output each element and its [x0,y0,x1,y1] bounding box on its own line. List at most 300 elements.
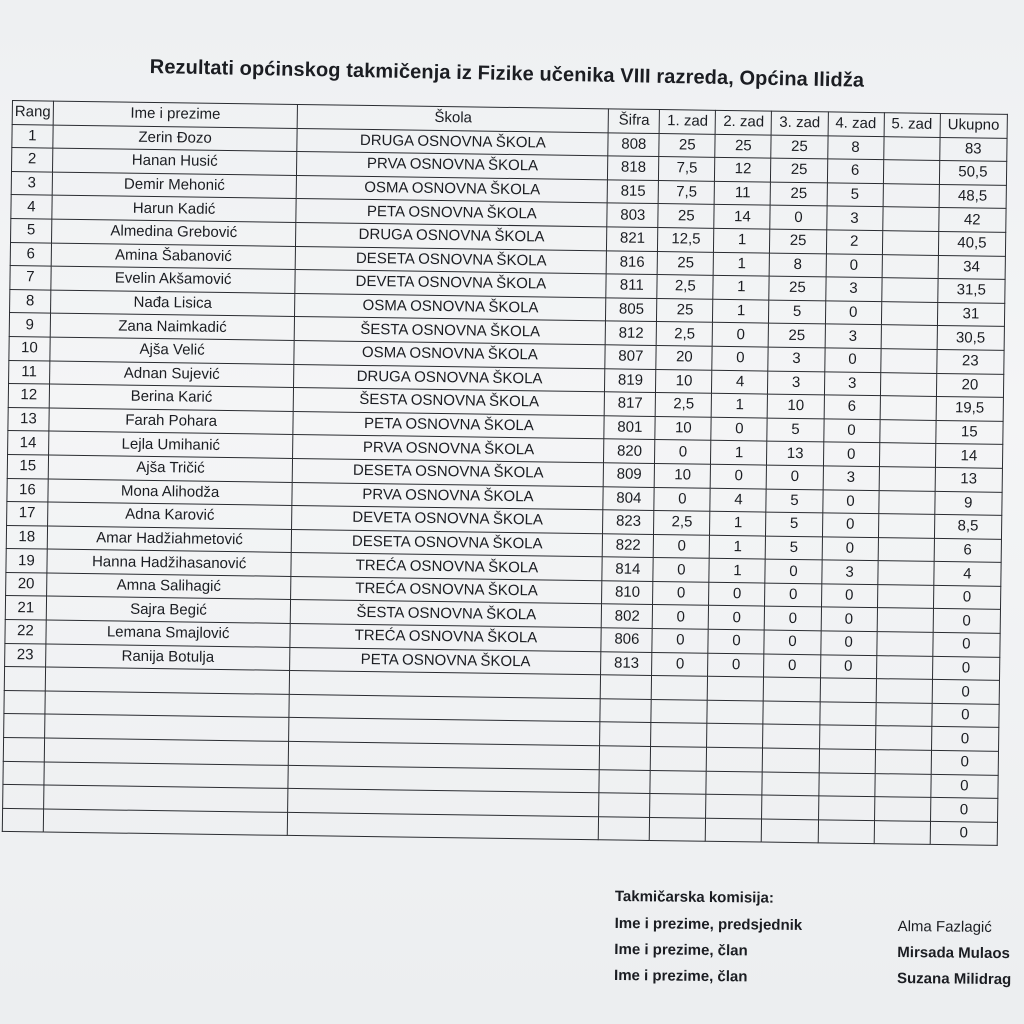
cell-task-1: 25 [658,204,714,228]
cell-task-4: 0 [822,489,878,513]
cell-task-2: 14 [714,205,770,229]
cell-total: 0 [931,727,999,752]
cell-task-3: 3 [768,371,824,395]
cell-school: ŠESTA OSNOVNA ŠKOLA [295,317,606,345]
cell-name: Evelin Akšamović [51,266,296,293]
cell-task-2: 1 [709,559,765,583]
cell-task-5 [878,537,934,561]
cell-code: 817 [605,392,656,416]
cell-task-5 [877,561,933,585]
cell-task-4: 6 [827,159,883,183]
cell-task-3: 0 [765,607,821,631]
cell-rank: 1 [12,124,53,148]
cell-rank: 23 [5,643,46,667]
cell-school: DRUGA OSNOVNA ŠKOLA [296,222,607,250]
header-total: Ukupno [940,113,1008,138]
cell-school [288,812,599,840]
commission-member-name: Suzana Milidrag [896,969,1012,989]
cell-task-4 [819,749,875,773]
cell-task-5 [875,702,931,726]
cell-task-1: 7,5 [659,157,715,181]
cell-task-2: 12 [715,158,771,182]
cell-school: DESETA OSNOVNA ŠKOLA [293,458,604,486]
cell-rank: 21 [5,596,46,620]
results-table-container [2,100,1008,846]
commission-block [614,888,1024,997]
cell-task-5 [881,278,937,302]
cell-task-2: 1 [714,228,770,252]
cell-total: 0 [932,680,1000,705]
commission-role: Ime i prezime, član [614,940,748,960]
cell-task-3: 5 [769,300,825,324]
cell-total: 4 [933,562,1001,587]
cell-task-2: 1 [714,252,770,276]
cell-school: PETA OSNOVNA ŠKOLA [296,199,607,227]
cell-name: Ranija Botulja [45,644,290,671]
cell-task-2: 1 [711,441,767,465]
cell-task-5 [882,207,938,231]
cell-task-2: 0 [709,606,765,630]
cell-school: TREĆA OSNOVNA ŠKOLA [290,624,601,652]
cell-name [44,714,289,741]
cell-task-2 [706,771,762,795]
cell-name: Amar Hadžiahmetović [47,526,292,553]
cell-total: 83 [939,137,1007,162]
cell-total: 0 [933,609,1001,634]
cell-task-1: 2,5 [654,511,710,535]
cell-name: Lemana Smajlović [46,620,291,647]
cell-task-3: 5 [766,489,822,513]
cell-name: Adnan Sujević [49,361,294,388]
header-code: Šifra [608,109,659,133]
cell-total: 0 [931,774,999,799]
cell-code: 812 [606,321,657,345]
cell-task-4: 0 [822,513,878,537]
cell-task-3: 25 [770,229,826,253]
cell-task-3: 13 [767,441,823,465]
cell-task-3: 0 [764,630,820,654]
cell-name: Farah Pohara [49,408,294,435]
cell-rank: 14 [8,431,49,455]
cell-task-2: 0 [708,653,764,677]
cell-task-2 [706,794,762,818]
cell-task-2: 25 [715,134,771,158]
cell-total: 13 [935,467,1003,492]
cell-task-2 [706,818,762,842]
cell-school: ŠESTA OSNOVNA ŠKOLA [294,388,605,416]
cell-name: Zerin Đozo [53,125,298,152]
cell-rank: 19 [6,549,47,573]
cell-name: Ajša Tričić [48,455,293,482]
cell-task-1: 25 [657,251,713,275]
cell-name: Amna Salihagić [46,573,291,600]
cell-name: Amina Šabanović [51,243,296,270]
cell-rank: 6 [10,242,51,266]
cell-task-4: 3 [825,324,881,348]
results-table [2,100,1008,846]
cell-task-2: 1 [713,299,769,323]
cell-task-3 [762,819,818,843]
cell-task-1 [650,817,706,841]
cell-rank: 12 [8,384,49,408]
cell-task-3 [762,795,818,819]
cell-task-4: 0 [826,253,882,277]
cell-total: 0 [930,798,998,823]
cell-task-4 [818,796,874,820]
cell-code [599,793,650,817]
cell-task-2: 0 [711,464,767,488]
cell-task-3: 5 [766,512,822,536]
cell-school: PRVA OSNOVNA ŠKOLA [292,482,603,510]
cell-code [600,699,651,723]
cell-task-1 [650,794,706,818]
cell-total: 34 [938,255,1006,280]
cell-code: 809 [604,463,655,487]
cell-code: 815 [607,180,658,204]
cell-task-4: 0 [821,584,877,608]
cell-task-5 [878,490,934,514]
cell-task-1: 7,5 [658,180,714,204]
cell-task-2: 1 [713,275,769,299]
cell-task-5 [874,773,930,797]
header-task-5: 5. zad [884,113,940,137]
cell-rank: 2 [12,148,53,172]
cell-task-5 [874,797,930,821]
cell-total: 48,5 [939,184,1007,209]
cell-rank [4,714,45,738]
cell-task-3: 3 [768,347,824,371]
cell-task-3: 25 [771,158,827,182]
cell-code: 820 [604,439,655,463]
cell-task-1: 25 [657,298,713,322]
cell-school: OSMA OSNOVNA ŠKOLA [295,293,606,321]
cell-name: Zana Naimkadić [50,313,295,340]
cell-task-5 [879,443,935,467]
cell-code: 806 [601,628,652,652]
cell-task-4: 3 [823,466,879,490]
cell-task-1 [651,723,707,747]
cell-task-2: 0 [708,629,764,653]
cell-task-2: 1 [710,535,766,559]
cell-code: 818 [608,156,659,180]
cell-school: DEVETA OSNOVNA ŠKOLA [292,506,603,534]
cell-code [600,722,651,746]
commission-member-name: Mirsada Mulaos [897,943,1010,963]
cell-rank [2,808,43,832]
cell-school: PETA OSNOVNA ŠKOLA [290,647,601,675]
cell-rank: 22 [5,620,46,644]
cell-task-2: 4 [710,488,766,512]
cell-task-3 [763,724,819,748]
cell-code: 807 [605,345,656,369]
cell-school: PRVA OSNOVNA ŠKOLA [297,152,608,180]
cell-rank: 20 [6,572,47,596]
cell-task-3: 0 [770,205,826,229]
cell-task-2 [707,747,763,771]
cell-rank [3,737,44,761]
cell-code: 810 [602,581,653,605]
cell-task-5 [876,632,932,656]
cell-task-2: 1 [710,511,766,535]
cell-name: Mona Alihodža [48,479,293,506]
cell-task-2: 11 [715,181,771,205]
cell-task-4: 3 [825,277,881,301]
cell-name [44,762,289,789]
cell-task-4 [820,678,876,702]
cell-total: 14 [935,444,1003,469]
cell-task-1: 10 [656,369,712,393]
cell-task-4: 8 [827,135,883,159]
cell-task-4 [819,725,875,749]
cell-task-1 [651,747,707,771]
results-table-body [2,124,1007,846]
cell-school: DRUGA OSNOVNA ŠKOLA [294,364,605,392]
cell-task-4: 2 [826,230,882,254]
cell-task-5 [883,136,939,160]
cell-name [44,738,289,765]
cell-task-2: 0 [712,346,768,370]
cell-total: 6 [934,538,1002,563]
cell-task-3: 0 [767,465,823,489]
header-name: Ime i prezime [53,101,298,128]
cell-task-1: 0 [653,581,709,605]
cell-rank: 7 [10,266,51,290]
cell-total: 40,5 [938,231,1006,256]
cell-rank [4,690,45,714]
cell-name: Sajra Begić [46,596,291,623]
cell-task-1: 20 [656,345,712,369]
cell-code [599,817,650,841]
cell-code: 804 [603,486,654,510]
cell-task-5 [881,301,937,325]
cell-total: 20 [936,373,1004,398]
cell-name: Harun Kadić [52,195,297,222]
cell-name [45,691,290,718]
cell-school: PRVA OSNOVNA ŠKOLA [293,435,604,463]
cell-task-2: 1 [712,393,768,417]
cell-name: Hanna Hadžihasanović [47,549,292,576]
cell-code: 823 [603,510,654,534]
cell-task-1: 0 [652,629,708,653]
cell-code [601,675,652,699]
cell-code: 821 [607,227,658,251]
cell-total: 0 [932,656,1000,681]
cell-task-1: 25 [659,133,715,157]
cell-task-5 [880,372,936,396]
cell-rank: 17 [7,502,48,526]
header-task-3: 3. zad [772,111,828,135]
cell-task-1: 10 [655,463,711,487]
cell-rank: 13 [8,407,49,431]
cell-rank: 15 [7,454,48,478]
cell-code: 803 [607,203,658,227]
cell-rank [3,785,44,809]
cell-task-1 [651,699,707,723]
cell-task-1: 0 [652,652,708,676]
cell-name: Ajša Velić [50,337,295,364]
cell-task-4: 0 [823,419,879,443]
cell-task-2: 0 [713,323,769,347]
commission-title: Takmičarska komisija: [614,888,774,907]
cell-task-3: 25 [769,276,825,300]
cell-task-3: 5 [767,418,823,442]
cell-task-4: 3 [824,371,880,395]
cell-task-1: 10 [655,416,711,440]
cell-school: TREĆA OSNOVNA ŠKOLA [291,576,602,604]
cell-task-5 [883,183,939,207]
cell-task-5 [877,585,933,609]
cell-total: 31 [937,302,1005,327]
cell-task-3 [763,701,819,725]
header-task-1: 1. zad [659,110,715,134]
cell-task-3 [762,772,818,796]
cell-total: 0 [931,750,999,775]
header-task-4: 4. zad [828,112,884,136]
cell-task-1: 0 [654,534,710,558]
cell-task-3: 10 [768,394,824,418]
cell-task-2 [707,700,763,724]
cell-rank: 18 [6,525,47,549]
cell-task-2 [707,724,763,748]
cell-task-2: 0 [709,582,765,606]
cell-rank: 10 [9,336,50,360]
cell-task-4: 0 [822,537,878,561]
cell-code [600,746,651,770]
cell-school: PETA OSNOVNA ŠKOLA [293,411,604,439]
cell-task-3 [764,677,820,701]
cell-code: 813 [601,651,652,675]
document-title: Rezultati općinskog takmičenja iz Fizike učenika VIII razreda, Općina Ilidža [149,56,865,92]
cell-task-5 [878,514,934,538]
cell-name: Adna Karović [47,502,292,529]
cell-task-1: 2,5 [655,393,711,417]
cell-task-1: 0 [654,487,710,511]
commission-member-name: Alma Fazlagić [897,917,992,936]
cell-task-3: 0 [764,654,820,678]
cell-task-4: 0 [820,654,876,678]
cell-total: 9 [934,491,1002,516]
cell-task-4 [819,702,875,726]
cell-task-1: 0 [655,440,711,464]
cell-rank: 3 [11,171,52,195]
cell-task-5 [882,231,938,255]
cell-name: Hanan Husić [52,148,297,175]
cell-task-5 [876,655,932,679]
commission-role: Ime i prezime, član [613,966,748,986]
cell-task-5 [883,160,939,184]
cell-task-5 [880,349,936,373]
cell-total: 50,5 [939,161,1007,186]
cell-name: Almedina Grebović [51,219,296,246]
cell-code: 814 [602,557,653,581]
cell-total: 42 [938,208,1006,233]
cell-task-3: 5 [766,536,822,560]
cell-total: 0 [931,703,999,728]
cell-task-5 [880,396,936,420]
cell-rank [3,761,44,785]
cell-name [45,667,290,694]
cell-rank: 9 [9,313,50,337]
cell-task-4 [818,772,874,796]
cell-task-1: 12,5 [658,228,714,252]
cell-rank: 16 [7,478,48,502]
cell-task-5 [875,726,931,750]
cell-code: 822 [603,533,654,557]
cell-total: 0 [930,821,998,846]
cell-rank [4,667,45,691]
cell-rank: 4 [11,195,52,219]
cell-task-1: 2,5 [656,322,712,346]
commission-role: Ime i prezime, predsjednik [614,914,803,934]
cell-task-4: 0 [820,631,876,655]
cell-rank: 5 [11,218,52,242]
cell-task-5 [881,325,937,349]
cell-task-4: 3 [826,206,882,230]
cell-rank: 11 [9,360,50,384]
header-school: Škola [298,104,609,132]
cell-task-4: 0 [821,607,877,631]
cell-task-2 [708,677,764,701]
cell-task-3: 25 [771,182,827,206]
cell-total: 31,5 [937,279,1005,304]
cell-total: 8,5 [934,515,1002,540]
cell-task-3: 0 [765,559,821,583]
cell-school: DRUGA OSNOVNA ŠKOLA [297,128,608,156]
cell-total: 0 [933,585,1001,610]
cell-rank: 8 [10,289,51,313]
cell-school: DESETA OSNOVNA ŠKOLA [292,529,603,557]
cell-task-3 [763,748,819,772]
cell-school: DESETA OSNOVNA ŠKOLA [296,246,607,274]
cell-task-2: 4 [712,370,768,394]
cell-name: Nađa Lisica [50,290,295,317]
cell-school: ŠESTA OSNOVNA ŠKOLA [291,600,602,628]
cell-task-1 [652,676,708,700]
cell-task-3: 0 [765,583,821,607]
cell-code: 801 [604,416,655,440]
cell-task-4 [818,820,874,844]
cell-task-1: 0 [653,558,709,582]
cell-school: TREĆA OSNOVNA ŠKOLA [291,553,602,581]
cell-total: 0 [932,632,1000,657]
cell-task-3: 25 [771,135,827,159]
cell-code: 816 [607,250,658,274]
cell-code: 805 [606,298,657,322]
cell-task-2: 0 [711,417,767,441]
cell-code [599,769,650,793]
cell-task-5 [874,820,930,844]
cell-name: Lejla Umihanić [48,431,293,458]
cell-task-4: 3 [821,560,877,584]
cell-code: 819 [605,368,656,392]
header-task-2: 2. zad [716,110,772,134]
cell-school: DEVETA OSNOVNA ŠKOLA [295,270,606,298]
cell-name: Berina Karić [49,384,294,411]
cell-task-5 [879,467,935,491]
cell-task-5 [875,750,931,774]
commission-row [614,967,1024,997]
cell-name [43,809,288,836]
cell-task-4: 0 [824,348,880,372]
cell-task-4: 0 [823,442,879,466]
cell-task-1 [650,770,706,794]
cell-task-5 [879,419,935,443]
cell-task-4: 6 [824,395,880,419]
cell-code: 802 [602,604,653,628]
cell-task-1: 2,5 [657,275,713,299]
cell-code: 808 [608,132,659,156]
cell-school: OSMA OSNOVNA ŠKOLA [294,340,605,368]
